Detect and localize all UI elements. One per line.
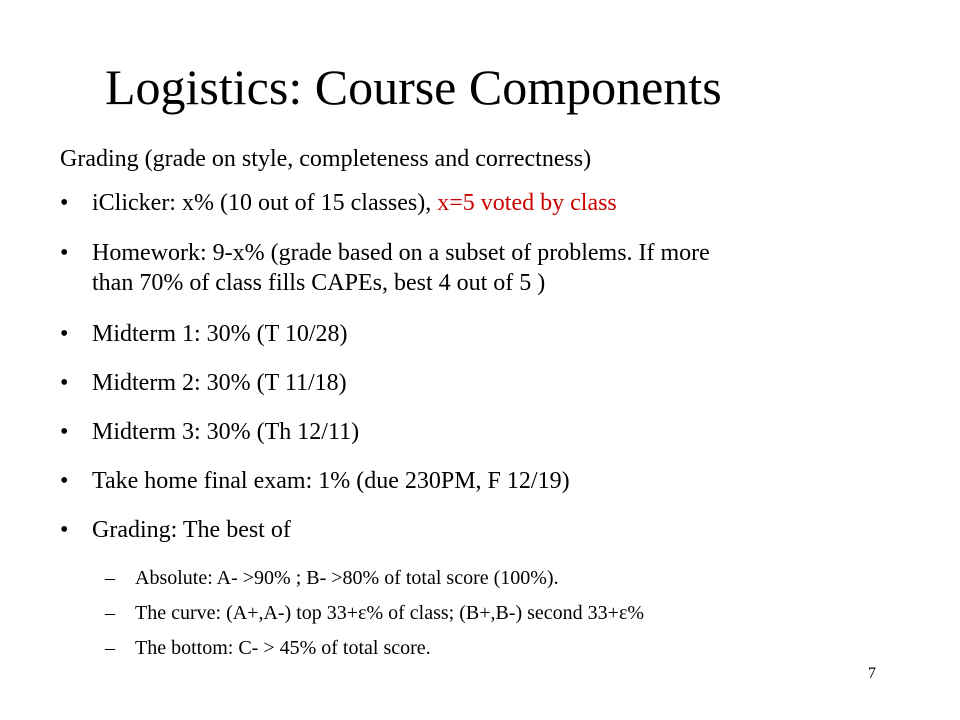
bullet-homework-line1: Homework: 9-x% (grade based on a subset of problems. If more: [92, 240, 710, 266]
sub-bullet-dash: –: [105, 602, 115, 624]
sub-bullet-absolute: [105, 566, 559, 590]
bullet-text: Take home final exam: 1% (due 230PM, F 12/19): [92, 468, 570, 494]
sub-bullet-curve: [105, 601, 644, 625]
bullet-dot: •: [60, 190, 69, 216]
bullet-dot: •: [60, 370, 69, 396]
intro-line: Grading (grade on style, completeness and correctness): [60, 146, 592, 172]
page-number: 7: [868, 665, 876, 682]
bullet-dot: •: [60, 517, 69, 543]
bullet-text: [92, 189, 617, 217]
slide-title: Logistics: Course Components: [105, 59, 722, 115]
bullet-homework-line2: than 70% of class fills CAPEs, best 4 out of 5 ): [92, 270, 546, 296]
bullet-dot: •: [60, 419, 69, 445]
sub-bullet-text: The bottom: C- > 45% of total score.: [135, 637, 431, 659]
bullet-dot: •: [60, 468, 69, 494]
bullet-text: Midterm 2: 30% (T 11/18): [92, 370, 347, 396]
sub-bullet-text: The curve: (A+,A-) top 33+ε% of class; (B+,B-) second 33+ε%: [135, 602, 645, 624]
sub-bullet-text: Absolute: A- >90% ; B- >80% of total score (100%).: [135, 567, 559, 589]
sub-bullet-bottom: [105, 636, 431, 660]
bullet-text: Midterm 3: 30% (Th 12/11): [92, 419, 360, 445]
sub-bullet-dash: –: [105, 567, 115, 589]
bullet-iclicker-highlight: x=5 voted by class: [437, 190, 617, 216]
bullet-text: Midterm 1: 30% (T 10/28): [92, 321, 348, 347]
bullet-iclicker-text: iClicker: x% (10 out of 15 classes),: [92, 190, 438, 216]
bullet-text: Grading: The best of: [92, 517, 291, 543]
sub-bullet-dash: –: [105, 637, 115, 659]
bullet-dot: •: [60, 321, 69, 347]
bullet-dot: •: [60, 240, 69, 266]
